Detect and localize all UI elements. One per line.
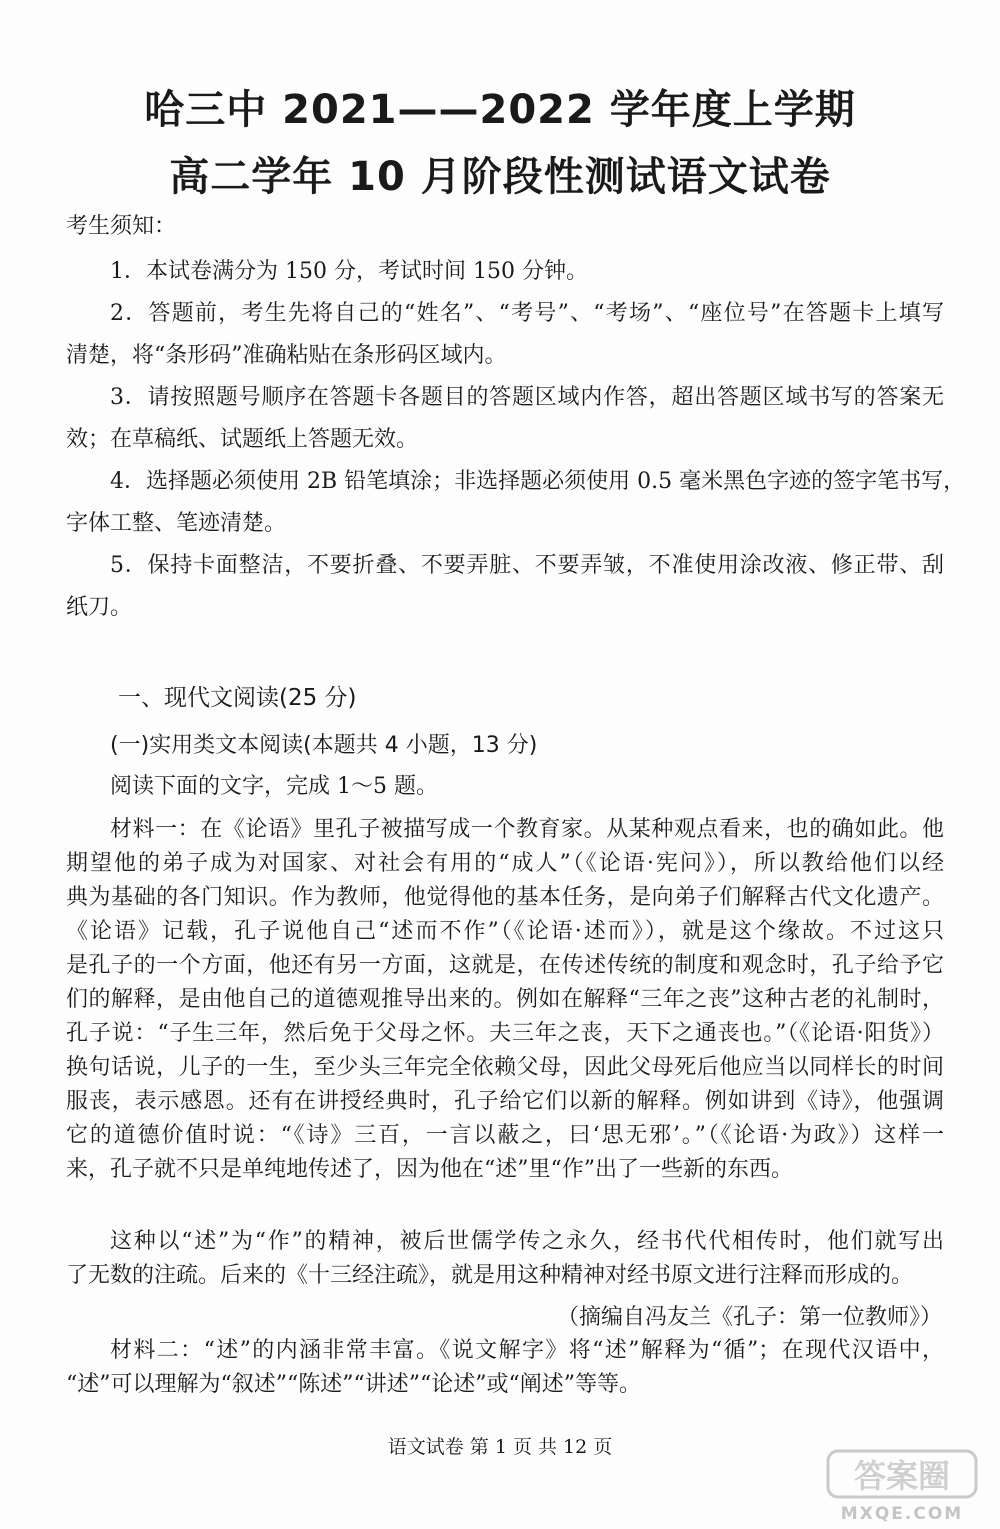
material-1-line: 材料一：在《论语》里孔子被描写成一个教育家。从某种观点看来，也的确如此。他 <box>110 817 944 842</box>
material-1-para2-line: 这种以“述”为“作”的精神，被后世儒学传之永久，经书代代相传时，他们就写出 <box>110 1229 944 1254</box>
notice-item-3-line-2: 效；在草稿纸、试题纸上答题无效。 <box>66 427 419 452</box>
material-1-line: 服丧，表示感恩。还有在讲授经典时，孔子给它们以新的解释。例如讲到《诗》，他强调 <box>66 1089 944 1114</box>
section-subtitle: (一)实用类文本阅读(本题共 4 小题，13 分) <box>110 733 538 758</box>
watermark-url: MXQE.COM <box>840 1504 964 1524</box>
watermark-text: 答案圈 <box>853 1457 951 1495</box>
material-1-line: 来，孔子就不只是单纯地传述了，因为他在“述”里“作”出了一些新的东西。 <box>66 1157 793 1182</box>
watermark-stamp-icon <box>822 1445 982 1525</box>
material-1-line: 典为基础的各门知识。作为教师，他觉得他的基本任务，是向弟子们解释古代文化遗产。 <box>66 885 944 910</box>
material-1-line: 期望他的弟子成为对国家、对社会有用的“成人”（《论语·宪问》），所以教给他们以经 <box>66 851 944 876</box>
notice-item-4-line-2: 字体工整、笔迹清楚。 <box>66 511 287 536</box>
material-1-para2-line: 了无数的注疏。后来的《十三经注疏》，就是用这种精神对经书原文进行注释而形成的。 <box>66 1263 914 1288</box>
section-title: 一、现代文阅读(25 分) <box>118 685 357 711</box>
watermark-logo <box>822 1445 982 1525</box>
notice-item-5-line-1: 5．保持卡面整洁，不要折叠、不要弄脏、不要弄皱，不准使用涂改液、修正带、刮 <box>110 553 944 578</box>
title-line-2: 高二学年 10 月阶段性测试语文试卷 <box>169 154 831 200</box>
material-1-source: （摘编自冯友兰《孔子：第一位教师》） <box>556 1305 942 1330</box>
notice-heading: 考生须知： <box>66 214 177 239</box>
notice-item-3-line-1: 3．请按照题号顺序在答题卡各题目的答题区域内作答，超出答题区域书写的答案无 <box>110 385 944 410</box>
material-1-line: 它的道德价值时说：“《诗》三百，一言以蔽之，曰‘思无邪’。”（《论语·为政》）这样一 <box>66 1123 944 1148</box>
material-1-line: 们的解释，是由他自己的道德观推导出来的。例如在解释“三年之丧”这种古老的礼制时， <box>66 987 944 1012</box>
notice-item-1: 1．本试卷满分为 150 分，考试时间 150 分钟。 <box>110 259 588 284</box>
material-1-line: 孔子说：“子生三年，然后免于父母之怀。夫三年之丧，天下之通丧也。”（《论语·阳货》） <box>66 1021 944 1046</box>
material-1-line: 是孔子的一个方面，他还有另一方面，这就是，在传述传统的制度和观念时，孔子给予它 <box>66 953 944 978</box>
material-2-line: “述”可以理解为“叙述”“陈述”“讲述”“论述”或“阐述”等等。 <box>66 1372 641 1397</box>
section-instruction: 阅读下面的文字，完成 1～5 题。 <box>110 774 438 799</box>
notice-item-2-line-1: 2．答题前，考生先将自己的“姓名”、“考号”、“考场”、“座位号”在答题卡上填写 <box>110 301 944 326</box>
notice-item-5-line-2: 纸刀。 <box>66 595 133 620</box>
page-footer: 语文试卷 第 1 页 共 12 页 <box>387 1436 613 1458</box>
notice-item-4-line-1: 4．选择题必须使用 2B 铅笔填涂；非选择题必须使用 0.5 毫米黑色字迹的签字笔书写， <box>110 469 966 494</box>
material-1-line: 换句话说，儿子的一生，至少头三年完全依赖父母，因此父母死后他应当以同样长的时间 <box>66 1055 944 1080</box>
notice-item-2-line-2: 清楚，将“条形码”准确粘贴在条形码区域内。 <box>66 343 507 368</box>
material-2-line: 材料二：“述”的内涵非常丰富。《说文解字》将“述”解释为“循”；在现代汉语中， <box>110 1338 944 1363</box>
material-1-line: 《论语》记载，孔子说他自己“述而不作”（《论语·述而》），就是这个缘故。不过这只 <box>66 919 944 944</box>
title-line-1: 哈三中 2021——2022 学年度上学期 <box>144 87 856 133</box>
